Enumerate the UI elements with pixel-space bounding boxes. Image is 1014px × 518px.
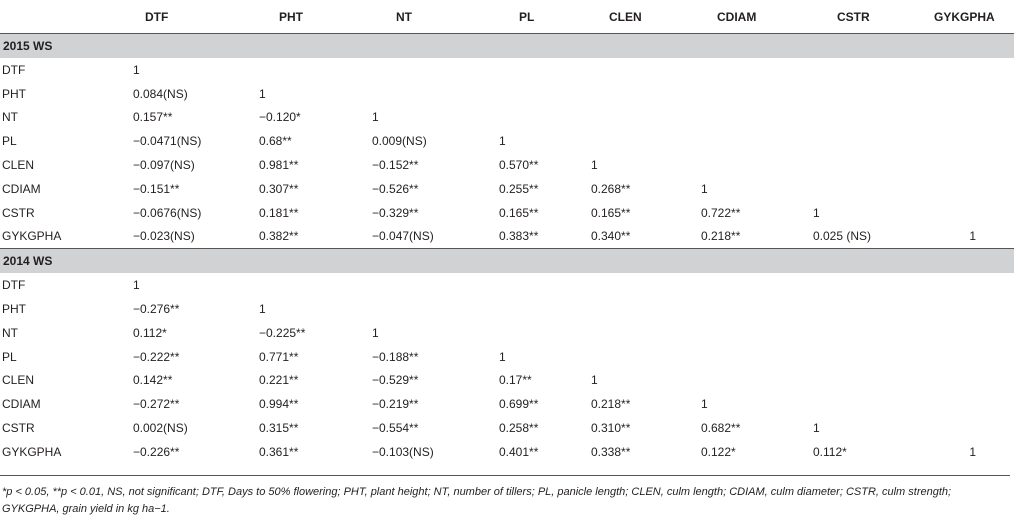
table-cell xyxy=(696,82,808,106)
table-cell xyxy=(920,392,1014,416)
header-cell: DTF xyxy=(111,0,247,34)
table-cell: 1 xyxy=(591,373,598,388)
table-cell: 0.112* xyxy=(813,444,847,459)
table-cell: 0.218** xyxy=(591,397,631,412)
table-cell xyxy=(586,345,696,369)
header-cell: CLEN xyxy=(586,0,696,34)
table-cell: 1 xyxy=(259,86,266,101)
table-cell: −0.152** xyxy=(372,158,419,173)
table-cell xyxy=(586,297,696,321)
table-cell: 0.17** xyxy=(499,373,532,388)
table-cell xyxy=(696,297,808,321)
table-cell xyxy=(920,106,1014,130)
table-cell xyxy=(920,416,1014,440)
table-cell: 0.338** xyxy=(591,444,631,459)
table-cell xyxy=(808,82,920,106)
table-cell: 1 xyxy=(701,397,708,412)
row-label: PL xyxy=(2,349,17,364)
row-label: PL xyxy=(2,134,17,149)
table-cell xyxy=(586,273,696,297)
table-cell: 1 xyxy=(813,421,820,436)
table-cell: −0.188** xyxy=(372,349,419,364)
table-cell xyxy=(808,345,920,369)
table-cell xyxy=(808,321,920,345)
table-cell: −0.047(NS) xyxy=(372,229,434,244)
table-cell: 0.682** xyxy=(701,421,741,436)
table-cell xyxy=(808,153,920,177)
row-label: CLEN xyxy=(2,373,35,388)
table-cell xyxy=(920,273,1014,297)
row-label: PHT xyxy=(2,302,26,317)
table-cell: 0.771** xyxy=(259,349,299,364)
table-cell xyxy=(696,369,808,393)
table-cell: 0.268** xyxy=(591,181,631,196)
table-cell xyxy=(696,273,808,297)
table-cell: 0.340** xyxy=(591,229,631,244)
table-cell: 0.307** xyxy=(259,181,299,196)
table-row xyxy=(0,297,1014,321)
table-cell: 1 xyxy=(499,134,506,149)
table-cell: −0.226** xyxy=(133,444,180,459)
row-label: DTF xyxy=(2,278,26,293)
table-cell: 1 xyxy=(591,158,598,173)
table-cell: 0.258** xyxy=(499,421,539,436)
table-cell: −0.0471(NS) xyxy=(133,134,202,149)
table-row xyxy=(0,225,1014,249)
table-row xyxy=(0,369,1014,393)
table-cell: 1 xyxy=(499,349,506,364)
table-cell: −0.151** xyxy=(133,181,180,196)
table-cell: −0.529** xyxy=(372,373,419,388)
table-cell: 1 xyxy=(372,325,379,340)
table-cell xyxy=(808,129,920,153)
section-header-row xyxy=(0,249,1014,274)
table-cell xyxy=(487,106,586,130)
table-cell xyxy=(487,82,586,106)
table-cell: 0.361** xyxy=(259,444,299,459)
table-cell xyxy=(487,273,586,297)
table-cell: 1 xyxy=(969,229,976,244)
table-cell: 0.002(NS) xyxy=(133,421,188,436)
table-cell xyxy=(920,201,1014,225)
table-cell: 0.142** xyxy=(133,373,173,388)
table-cell: −0.526** xyxy=(372,181,419,196)
table-cell: 0.009(NS) xyxy=(372,134,427,149)
table-cell: 0.181** xyxy=(259,205,299,220)
table-cell: 0.68** xyxy=(259,134,292,149)
table-cell xyxy=(366,297,487,321)
table-cell: 0.383** xyxy=(499,229,539,244)
table-cell: 0.255** xyxy=(499,181,539,196)
table-cell xyxy=(808,392,920,416)
table-row xyxy=(0,129,1014,153)
table-cell: 0.025 (NS) xyxy=(813,229,872,244)
table-cell xyxy=(920,129,1014,153)
table-row xyxy=(0,58,1014,82)
table-cell: −0.0676(NS) xyxy=(133,205,202,220)
table-cell xyxy=(696,321,808,345)
table-cell xyxy=(808,177,920,201)
section-title: 2014 WS xyxy=(0,249,1014,274)
table-cell xyxy=(920,369,1014,393)
section-header-row xyxy=(0,34,1014,59)
row-label: CSTR xyxy=(2,205,35,220)
header-row xyxy=(0,0,1014,34)
table-cell: −0.222** xyxy=(133,349,180,364)
table-cell: −0.329** xyxy=(372,205,419,220)
table-cell xyxy=(487,297,586,321)
table-cell: −0.276** xyxy=(133,302,180,317)
table-cell: 0.315** xyxy=(259,421,299,436)
table-cell: −0.097(NS) xyxy=(133,158,195,173)
table-cell: 0.401** xyxy=(499,444,539,459)
header-cell: GYKGPHA xyxy=(920,0,1014,34)
table-cell xyxy=(586,129,696,153)
table-cell: 1 xyxy=(133,278,140,293)
table-row xyxy=(0,82,1014,106)
row-label: NT xyxy=(2,110,18,125)
table-cell xyxy=(920,82,1014,106)
table-cell: 0.570** xyxy=(499,158,539,173)
table-row xyxy=(0,106,1014,130)
table-cell: −0.023(NS) xyxy=(133,229,195,244)
table-cell: 1 xyxy=(701,181,708,196)
table-cell: 0.722** xyxy=(701,205,741,220)
table-cell: 1 xyxy=(813,205,820,220)
table-cell xyxy=(920,321,1014,345)
table-cell: −0.219** xyxy=(372,397,419,412)
table-cell: 0.084(NS) xyxy=(133,86,188,101)
table-cell xyxy=(696,58,808,82)
row-label: DTF xyxy=(2,62,26,77)
row-label: GYKGPHA xyxy=(2,229,62,244)
table-cell: 0.221** xyxy=(259,373,299,388)
table-cell: 1 xyxy=(372,110,379,125)
table-cell xyxy=(920,153,1014,177)
table-cell xyxy=(920,177,1014,201)
table-cell xyxy=(808,106,920,130)
table-cell xyxy=(920,345,1014,369)
header-cell: CSTR xyxy=(808,0,920,34)
table-cell xyxy=(366,273,487,297)
header-cell: CDIAM xyxy=(696,0,808,34)
section-title: 2015 WS xyxy=(0,34,1014,59)
table-row xyxy=(0,177,1014,201)
table-cell: 0.165** xyxy=(591,205,631,220)
table-cell: 0.310** xyxy=(591,421,631,436)
table-cell: 1 xyxy=(133,62,140,77)
table-cell: 0.218** xyxy=(701,229,741,244)
table-cell xyxy=(487,321,586,345)
header-cell xyxy=(0,0,111,34)
row-label: GYKGPHA xyxy=(2,444,62,459)
table-row xyxy=(0,201,1014,225)
table-cell xyxy=(808,273,920,297)
table-cell xyxy=(808,58,920,82)
table-footnote: *p < 0.05, **p < 0.01, NS, not significant; DTF, Days to 50% flowering; PHT, plant height; NT, number of tillers; PL, panicle length; CLEN, culm length; CDIAM, culm diameter; CSTR, culm strength; GYKGPHA, grain yield in kg ha−1. xyxy=(0,475,1010,518)
row-label: PHT xyxy=(2,86,26,101)
header-cell: PL xyxy=(487,0,586,34)
table-cell xyxy=(247,58,366,82)
row-label: CSTR xyxy=(2,421,35,436)
table-cell: −0.554** xyxy=(372,421,419,436)
table-cell xyxy=(586,58,696,82)
table-cell: 0.165** xyxy=(499,205,539,220)
row-label: CDIAM xyxy=(2,181,41,196)
table-cell xyxy=(586,82,696,106)
row-label: CLEN xyxy=(2,158,35,173)
table-row xyxy=(0,416,1014,440)
row-label: NT xyxy=(2,325,18,340)
table-row xyxy=(0,345,1014,369)
table-row xyxy=(0,321,1014,345)
table-cell xyxy=(247,273,366,297)
table-row xyxy=(0,440,1014,464)
table-cell: −0.272** xyxy=(133,397,180,412)
table-cell: −0.225** xyxy=(259,325,306,340)
table-cell: 0.699** xyxy=(499,397,539,412)
table-cell xyxy=(808,369,920,393)
table-cell: 1 xyxy=(969,444,976,459)
table-cell: −0.103(NS) xyxy=(372,444,434,459)
table-cell xyxy=(696,345,808,369)
table-cell xyxy=(808,297,920,321)
table-cell xyxy=(696,153,808,177)
table-cell: 1 xyxy=(259,302,266,317)
table-cell: 0.122* xyxy=(701,444,736,459)
table-cell xyxy=(487,58,586,82)
table-row xyxy=(0,153,1014,177)
table-cell xyxy=(366,58,487,82)
table-cell: −0.120* xyxy=(259,110,301,125)
table-cell: 0.157** xyxy=(133,110,173,125)
table-row xyxy=(0,392,1014,416)
header-cell: NT xyxy=(366,0,487,34)
table-cell xyxy=(696,129,808,153)
row-label: CDIAM xyxy=(2,397,41,412)
table-cell: 0.382** xyxy=(259,229,299,244)
table-row xyxy=(0,273,1014,297)
table-cell xyxy=(586,106,696,130)
header-cell: PHT xyxy=(247,0,366,34)
table-cell: 0.981** xyxy=(259,158,299,173)
table-cell: 0.994** xyxy=(259,397,299,412)
table-cell xyxy=(366,82,487,106)
table-cell xyxy=(920,58,1014,82)
table-cell xyxy=(920,297,1014,321)
table-cell: 0.112* xyxy=(133,325,167,340)
table-cell xyxy=(586,321,696,345)
table-cell xyxy=(696,106,808,130)
